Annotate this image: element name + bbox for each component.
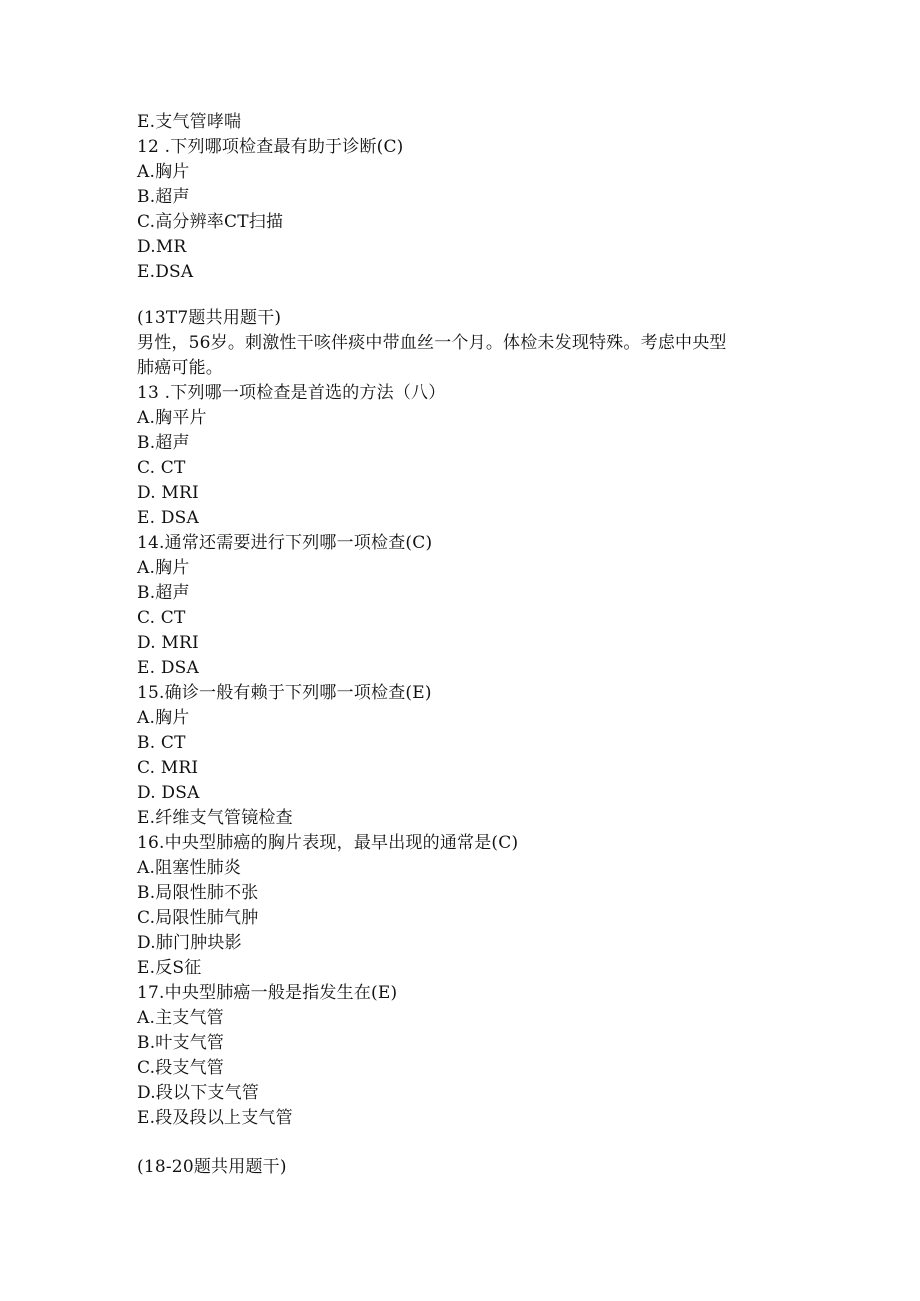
option-e: E.支气管哮喘 xyxy=(137,112,242,132)
option-b: B.超声 xyxy=(137,187,190,207)
option-d: D. MRI xyxy=(137,633,199,653)
option-e: E.反S征 xyxy=(137,958,202,978)
option-c: C. CT xyxy=(137,608,186,628)
question-15: 15.确诊一般有赖于下列哪一项检查(E) xyxy=(137,683,432,703)
option-a: A.胸平片 xyxy=(137,408,207,428)
question-12: 12 .下列哪项检查最有助于诊断(C) xyxy=(137,137,404,157)
shared-stem-heading: (18-20题共用题干) xyxy=(137,1157,287,1177)
question-13: 13 .下列哪一项检查是首选的方法（八） xyxy=(137,383,446,403)
option-b: B.叶支气管 xyxy=(137,1033,225,1053)
option-a: A.胸片 xyxy=(137,708,190,728)
option-d: D.MR xyxy=(137,237,187,257)
option-a: A.主支气管 xyxy=(137,1008,224,1028)
question-16: 16.中央型肺癌的胸片表现，最早出现的通常是(C) xyxy=(137,833,519,853)
case-description: 男性，56岁。刺激性干咳伴痰中带血丝一个月。体检未发现特殊。考虑中央型 xyxy=(137,333,727,353)
option-d: D. MRI xyxy=(137,483,199,503)
option-b: B. CT xyxy=(137,733,186,753)
option-c: C.段支气管 xyxy=(137,1058,225,1078)
option-e: E.纤维支气管镜检查 xyxy=(137,808,293,828)
option-c: C. MRI xyxy=(137,758,199,778)
option-e: E.段及段以上支气管 xyxy=(137,1108,293,1128)
option-b: B.超声 xyxy=(137,583,190,603)
case-description-continued: 肺癌可能。 xyxy=(137,358,223,378)
option-c: C. CT xyxy=(137,458,186,478)
option-c: C.高分辨率CT扫描 xyxy=(137,212,284,232)
question-17: 17.中央型肺癌一般是指发生在(E) xyxy=(137,983,398,1003)
option-d: D.肺门肿块影 xyxy=(137,933,242,953)
option-e: E. DSA xyxy=(137,658,199,678)
option-c: C.局限性肺气肿 xyxy=(137,908,259,928)
option-a: A.胸片 xyxy=(137,558,190,578)
question-14: 14.通常还需要进行下列哪一项检查(C) xyxy=(137,533,433,553)
option-b: B.局限性肺不张 xyxy=(137,883,259,903)
option-d: D. DSA xyxy=(137,783,200,803)
option-a: A.胸片 xyxy=(137,162,190,182)
shared-stem-heading: (13T7题共用题干) xyxy=(137,308,282,328)
option-d: D.段以下支气管 xyxy=(137,1083,260,1103)
option-a: A.阻塞性肺炎 xyxy=(137,858,242,878)
option-e: E. DSA xyxy=(137,508,199,528)
option-b: B.超声 xyxy=(137,433,190,453)
option-e: E.DSA xyxy=(137,262,194,282)
